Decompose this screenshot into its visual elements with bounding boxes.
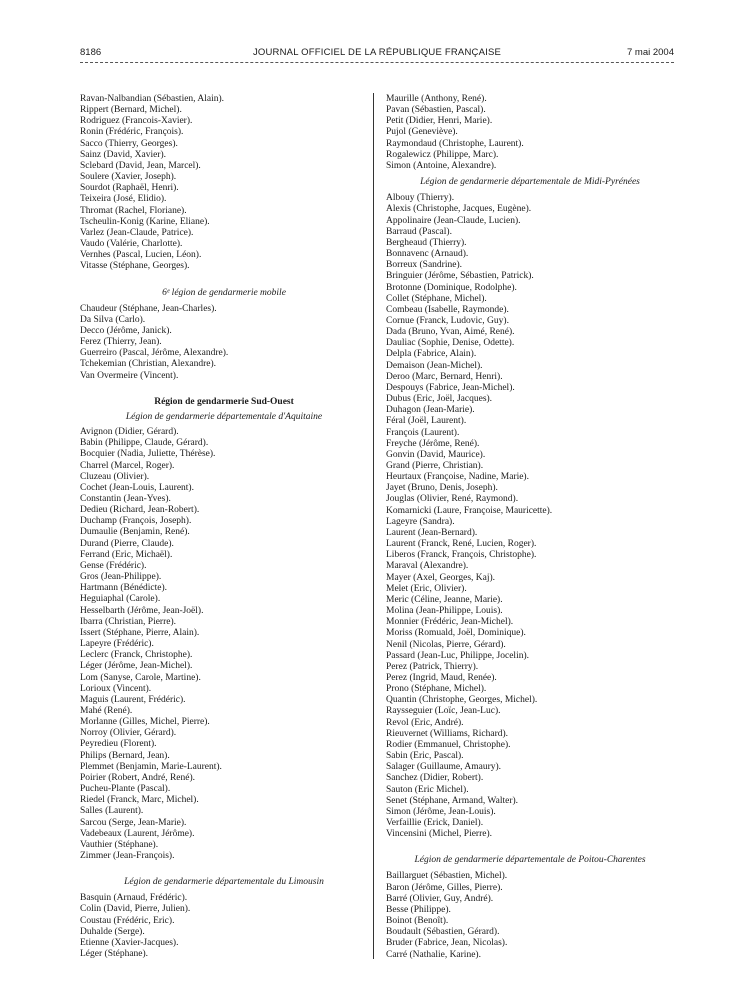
- name-entry: Ronin (Frédéric, François).: [80, 127, 184, 138]
- name-entry: Bonnavenc (Arnaud).: [386, 249, 469, 260]
- name-entry: Sanchez (Didier, Robert).: [386, 773, 484, 784]
- name-entry: Salles (Laurent).: [80, 806, 144, 817]
- section-heading: Légion de gendarmerie départementale d'Aquitaine: [125, 411, 323, 422]
- header-divider: [80, 62, 674, 63]
- name-entry: Despouys (Fabrice, Jean-Michel).: [386, 382, 515, 393]
- name-entry: Guerreiro (Pascal, Jérôme, Alexandre).: [80, 348, 229, 359]
- name-entry: Komarnicki (Laure, Françoise, Mauricette).: [386, 505, 553, 516]
- name-entry: Carré (Nathalie, Karine).: [386, 949, 481, 960]
- name-entry: Issert (Stéphane, Pierre, Alain).: [80, 627, 200, 638]
- name-entry: Rodier (Emmanuel, Christophe).: [386, 739, 511, 750]
- name-entry: Molina (Jean-Philippe, Louis).: [386, 606, 503, 617]
- name-entry: Heguiaphal (Carole).: [80, 594, 161, 605]
- name-entry: Prono (Stéphane, Michel).: [386, 684, 487, 695]
- name-entry: Leclerc (Franck, Christophe).: [80, 650, 193, 661]
- name-entry: Philips (Bernard, Jean).: [80, 750, 170, 761]
- name-entry: Sourdot (Raphaël, Henri).: [80, 183, 179, 194]
- name-entry: Hartmann (Bénédicte).: [80, 583, 168, 594]
- name-entry: Brotonne (Dominique, Rodolphe).: [386, 282, 517, 293]
- name-entry: Boinot (Benoît).: [386, 916, 449, 927]
- name-entry: Sauton (Eric Michel).: [386, 784, 469, 795]
- name-entry: Besse (Philippe).: [386, 904, 451, 915]
- name-entry: Dada (Bruno, Yvan, Aimé, René).: [386, 327, 515, 338]
- name-entry: Charrel (Marcel, Roger).: [80, 460, 175, 471]
- section-heading: Légion de gendarmerie départementale de Poitou-Charentes: [414, 855, 646, 866]
- name-entry: Ferez (Thierry, Jean).: [80, 337, 162, 348]
- name-entry: Vincensini (Michel, Pierre).: [386, 829, 493, 840]
- name-entry: Rieuvernet (Williams, Richard).: [386, 728, 509, 739]
- name-entry: Peyredieu (Florent).: [80, 739, 157, 750]
- name-entry: Cluzeau (Olivier).: [80, 471, 150, 482]
- name-entry: Monnier (Frédéric, Jean-Michel).: [386, 617, 514, 628]
- name-entry: Norroy (Olivier, Gérard).: [80, 728, 177, 739]
- name-entry: Teixeira (José, Elidio).: [80, 194, 167, 205]
- left-column: [80, 94, 368, 960]
- name-entry: Léger (Jérôme, Jean-Michel).: [80, 661, 193, 672]
- name-entry: Vadebeaux (Laurent, Jérôme).: [80, 828, 195, 839]
- name-entry: Riedel (Franck, Marc, Michel).: [80, 795, 199, 806]
- name-entry: Durand (Pierre, Claude).: [80, 538, 174, 549]
- name-entry: Baillarguet (Sébastien, Michel).: [386, 871, 508, 882]
- name-entry: Lorioux (Vincent).: [80, 683, 152, 694]
- name-entry: Sarcou (Serge, Jean-Marie).: [80, 817, 187, 828]
- name-entry: Babin (Philippe, Claude, Gérard).: [80, 438, 209, 449]
- name-entry: Hesselbarth (Jérôme, Jean-Joël).: [80, 605, 204, 616]
- name-entry: Dauliac (Sophie, Denise, Odette).: [386, 338, 515, 349]
- name-entry: Demaison (Jean-Michel).: [386, 360, 483, 371]
- name-entry: Jayet (Bruno, Denis, Joseph).: [386, 483, 498, 494]
- page-number: 8186: [80, 47, 102, 58]
- name-entry: Bocquier (Nadia, Juliette, Thérèse).: [80, 449, 216, 460]
- name-entry: Raymondaud (Christophe, Laurent).: [386, 138, 524, 149]
- name-entry: Maraval (Alexandre).: [386, 561, 469, 572]
- section-heading: Région de gendarmerie Sud-Ouest: [154, 396, 294, 407]
- name-entry: Van Overmeire (Vincent).: [80, 370, 179, 381]
- name-entry: Passard (Jean-Luc, Philippe, Jocelin).: [386, 650, 529, 661]
- section-heading: 6ᵉ légion de gendarmerie mobile: [162, 287, 286, 298]
- name-entry: Revol (Eric, André).: [386, 717, 464, 728]
- name-entry: Barré (Olivier, Guy, André).: [386, 893, 494, 904]
- name-entry: Chaudeur (Stéphane, Jean-Charles).: [80, 303, 217, 314]
- name-entry: Freyche (Jérôme, René).: [386, 438, 480, 449]
- name-entry: Laurent (Jean-Bernard).: [386, 527, 478, 538]
- right-column: [386, 94, 674, 961]
- name-entry: Colin (David, Pierre, Julien).: [80, 904, 191, 915]
- name-entry: Lapeyre (Frédéric).: [80, 639, 154, 650]
- name-entry: Heurtaux (Françoise, Nadine, Marie).: [386, 472, 529, 483]
- section-heading: Légion de gendarmerie départementale de Midi-Pyrénées: [420, 177, 640, 188]
- name-entry: Simon (Antoine, Alexandre).: [386, 160, 497, 171]
- name-entry: Tchekemian (Christian, Alexandre).: [80, 359, 216, 370]
- name-entry: Delpla (Fabrice, Alain).: [386, 349, 477, 360]
- name-entry: Pucheu-Plante (Pascal).: [80, 784, 171, 795]
- name-entry: Sacco (Thierry, Georges).: [80, 138, 178, 149]
- name-entry: Mahé (René).: [80, 705, 133, 716]
- name-entry: Vernhes (Pascal, Lucien, Léon).: [80, 250, 202, 261]
- name-entry: Deroo (Marc, Bernard, Henri).: [386, 371, 503, 382]
- name-entry: Sainz (David, Xavier).: [80, 149, 166, 160]
- name-entry: Salager (Guillaume, Amaury).: [386, 762, 502, 773]
- name-entry: Simon (Jérôme, Jean-Louis).: [386, 806, 496, 817]
- name-entry: Basquin (Arnaud, Frédéric).: [80, 893, 188, 904]
- name-entry: Ferrand (Eric, Michaël).: [80, 549, 173, 560]
- name-entry: Bruder (Fabrice, Jean, Nicolas).: [386, 938, 508, 949]
- name-entry: Appolinaire (Jean-Claude, Lucien).: [386, 215, 521, 226]
- name-entry: Vaudo (Valérie, Charlotte).: [80, 239, 183, 250]
- name-entry: Soulere (Xavier, Joseph).: [80, 172, 177, 183]
- name-entry: Morlanne (Gilles, Michel, Pierre).: [80, 717, 210, 728]
- name-entry: Gense (Frédéric).: [80, 560, 147, 571]
- name-entry: Bergheaud (Thierry).: [386, 237, 467, 248]
- publication-date: 7 mai 2004: [626, 47, 674, 58]
- name-entry: Ravan-Nalbandian (Sébastien, Alain).: [80, 94, 225, 104]
- name-entry: Coustau (Frédéric, Eric).: [80, 915, 175, 926]
- name-entry: Poirier (Robert, André, René).: [80, 772, 196, 783]
- column-divider: [373, 93, 374, 959]
- name-entry: Varlez (Jean-Claude, Patrice).: [80, 227, 194, 238]
- name-entry: Boudault (Sébastien, Gérard).: [386, 927, 500, 938]
- name-entry: Cochet (Jean-Louis, Laurent).: [80, 482, 194, 493]
- name-entry: Nenil (Nicolas, Pierre, Gérard).: [386, 639, 506, 650]
- name-entry: Alexis (Christophe, Jacques, Eugène).: [386, 204, 532, 215]
- name-entry: Combeau (Isabelle, Raymonde).: [386, 304, 509, 315]
- name-entry: Rogalewicz (Philippe, Marc).: [386, 149, 499, 160]
- name-entry: François (Laurent).: [386, 427, 460, 438]
- name-entry: Moriss (Romuald, Joël, Dominique).: [386, 628, 526, 639]
- name-entry: Tscheulin-Konig (Karine, Eliane).: [80, 216, 210, 227]
- name-entry: Pavan (Sébastien, Pascal).: [386, 105, 486, 116]
- name-entry: Grand (Pierre, Christian).: [386, 461, 484, 471]
- name-entry: Vauthier (Stéphane).: [80, 839, 159, 850]
- name-entry: Liberos (Franck, François, Christophe).: [386, 550, 537, 561]
- name-entry: Thromat (Rachel, Floriane).: [80, 205, 187, 216]
- name-entry: Dubus (Eric, Joël, Jacques).: [386, 394, 493, 405]
- name-entry: Petit (Didier, Henri, Marie).: [386, 116, 493, 127]
- section-heading: Légion de gendarmerie départementale du Limousin: [124, 877, 324, 888]
- name-entry: Albouy (Thierry).: [386, 193, 455, 204]
- name-entry: Gros (Jean-Philippe).: [80, 572, 162, 583]
- name-entry: Duhagon (Jean-Marie).: [386, 405, 475, 416]
- name-entry: Decco (Jérôme, Janick).: [80, 325, 172, 336]
- page-header: [80, 47, 674, 61]
- name-entry: Baron (Jérôme, Gilles, Pierre).: [386, 882, 503, 893]
- name-entry: Dumaulie (Benjamin, René).: [80, 527, 190, 538]
- name-entry: Laurent (Franck, René, Lucien, Roger).: [386, 539, 537, 550]
- name-entry: Meric (Céline, Jeanne, Marie).: [386, 594, 503, 605]
- name-entry: Lom (Sanyse, Carole, Martine).: [80, 672, 201, 683]
- name-entry: Verfaillie (Erick, Daniel).: [386, 818, 484, 828]
- name-entry: Rodriguez (Francois-Xavier).: [80, 116, 193, 127]
- name-entry: Da Silva (Carlo).: [80, 314, 146, 325]
- name-entry: Borreux (Sandrine).: [386, 260, 462, 271]
- name-entry: Pujol (Geneviève).: [386, 127, 458, 138]
- name-entry: Maguis (Laurent, Frédéric).: [80, 694, 186, 705]
- name-entry: Rippert (Bernard, Michel).: [80, 105, 182, 116]
- name-entry: Duchamp (François, Joseph).: [80, 516, 192, 527]
- name-entry: Plemmet (Benjamin, Marie-Laurent).: [80, 761, 222, 772]
- name-entry: Cornue (Franck, Ludovic, Guy).: [386, 315, 509, 326]
- name-entry: Zimmer (Jean-François).: [80, 851, 175, 861]
- name-entry: Maurille (Anthony, René).: [386, 94, 487, 104]
- name-entry: Gonvin (David, Maurice).: [386, 449, 486, 460]
- name-entry: Perez (Ingrid, Maud, Renée).: [386, 672, 497, 683]
- name-entry: Senet (Stéphane, Armand, Walter).: [386, 795, 519, 806]
- name-entry: Sabin (Eric, Pascal).: [386, 751, 464, 762]
- name-entry: Bringuier (Jérôme, Sébastien, Patrick).: [386, 271, 534, 282]
- name-entry: Collet (Stéphane, Michel).: [386, 293, 487, 304]
- name-entry: Ibarra (Christian, Pierre).: [80, 616, 177, 627]
- name-entry: Dedieu (Richard, Jean-Robert).: [80, 505, 200, 516]
- name-entry: Mayer (Axel, Georges, Kaj).: [386, 572, 496, 583]
- name-entry: Barraud (Pascal).: [386, 226, 452, 237]
- name-entry: Jouglas (Olivier, René, Raymond).: [386, 494, 519, 505]
- name-entry: Raysseguier (Loïc, Jean-Luc).: [386, 706, 501, 717]
- name-entry: Vitasse (Stéphane, Georges).: [80, 261, 190, 272]
- name-entry: Perez (Patrick, Thierry).: [386, 661, 479, 672]
- name-entry: Lageyre (Sandra).: [386, 516, 455, 527]
- name-entry: Etienne (Xavier-Jacques).: [80, 937, 179, 948]
- name-entry: Quantin (Christophe, Georges, Michel).: [386, 695, 538, 706]
- name-entry: Avignon (Didier, Gérard).: [80, 427, 179, 438]
- name-entry: Constantin (Jean-Yves).: [80, 494, 171, 504]
- name-entry: Duhalde (Serge).: [80, 926, 145, 937]
- name-entry: Melet (Eric, Olivier).: [386, 583, 467, 594]
- journal-title: JOURNAL OFFICIEL DE LA RÉPUBLIQUE FRANÇAISE: [252, 47, 502, 58]
- name-entry: Sclebard (David, Jean, Marcel).: [80, 160, 201, 171]
- name-entry: Léger (Stéphane).: [80, 949, 149, 960]
- name-entry: Féral (Joël, Laurent).: [386, 416, 467, 427]
